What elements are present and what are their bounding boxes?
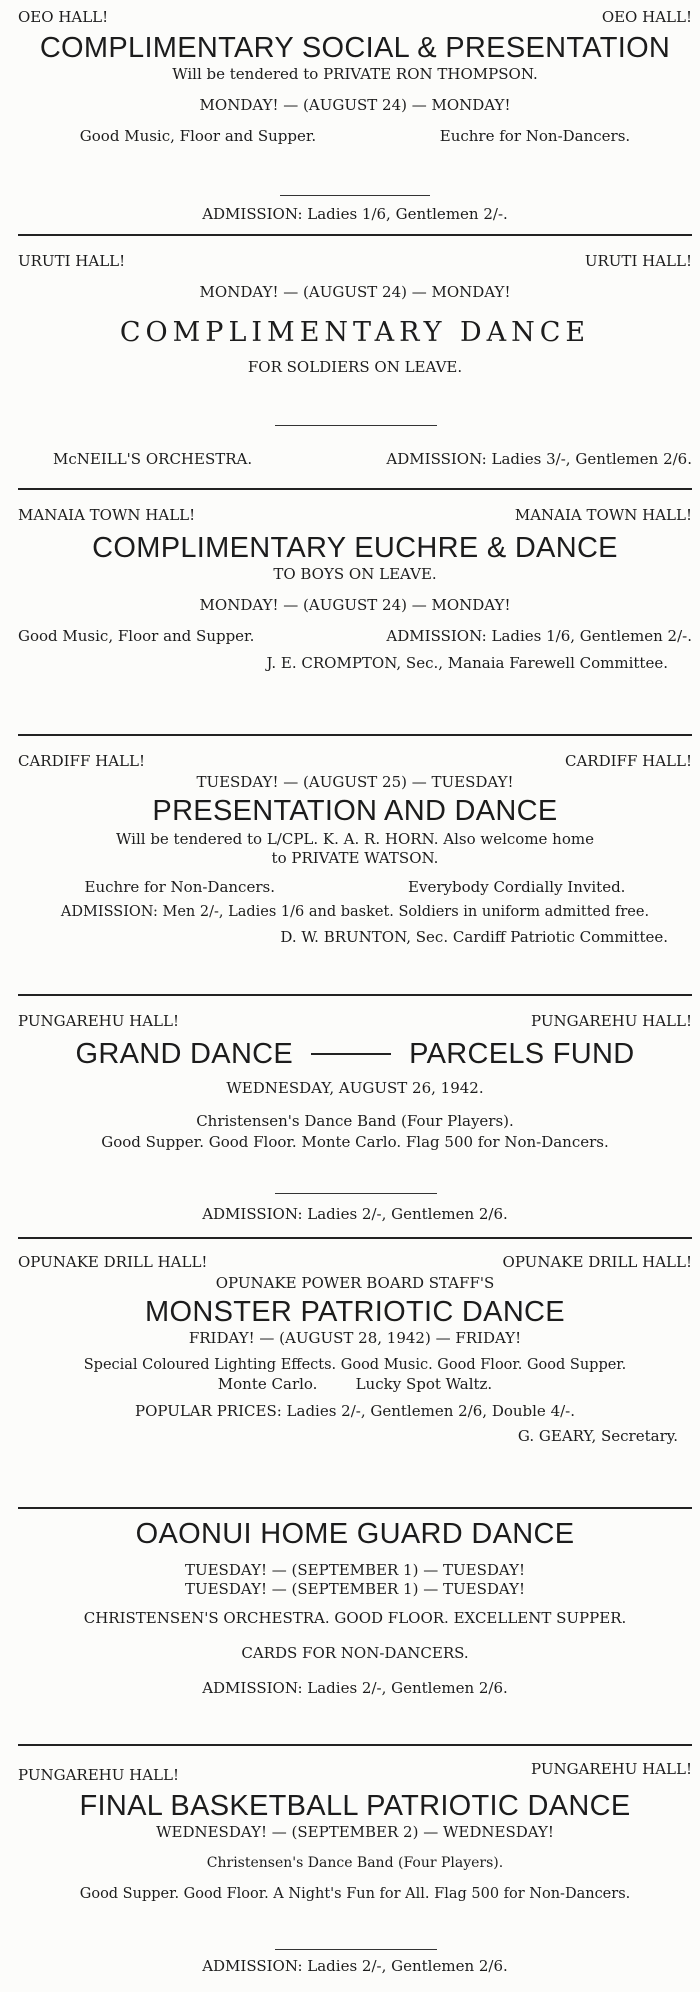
ad-left-note: Good Music, Floor and Supper. [18, 627, 255, 645]
ad-title-left: GRAND DANCE [75, 1038, 294, 1070]
ad-title: COMPLIMENTARY EUCHRE & DANCE [92, 532, 618, 564]
section-rule [18, 1507, 692, 1509]
ad-cardiff-hall [18, 752, 692, 947]
hall-right: PUNGAREHU HALL! [530, 1012, 692, 1030]
hall-right: URUTI HALL! [584, 252, 692, 270]
ad-signature: D. W. BRUNTON, Sec. Cardiff Patriotic Committee. [280, 928, 668, 946]
ad-left-note: McNEILL'S ORCHESTRA. [53, 450, 253, 468]
hall-left: OPUNAKE DRILL HALL! [18, 1253, 208, 1271]
ad-title: FINAL BASKETBALL PATRIOTIC DANCE [79, 1790, 631, 1822]
ad-extras-2: Monte Carlo. Lucky Spot Waltz. [217, 1375, 493, 1393]
ad-right-note: ADMISSION: Ladies 1/6, Gentlemen 2/-. [386, 627, 692, 645]
ad-extras-1: Special Coloured Lighting Effects. Good Music. Good Floor. Good Supper. [83, 1357, 627, 1373]
ad-title: COMPLIMENTARY SOCIAL & PRESENTATION [39, 32, 671, 64]
ad-title: MONSTER PATRIOTIC DANCE [145, 1296, 565, 1328]
ad-right-note: Euchre for Non-Dancers. [439, 127, 631, 145]
divider [275, 1193, 437, 1194]
ad-admission: ADMISSION: Ladies 2/-, Gentlemen 2/6. [202, 1679, 508, 1697]
ad-admission: ADMISSION: Men 2/-, Ladies 1/6 and basket. Soldiers in uniform admitted free. [60, 904, 650, 920]
ad-oaonui-home-guard [18, 1517, 692, 1698]
hall-left: OEO HALL! [18, 8, 109, 26]
ad-title: OAONUI HOME GUARD DANCE [135, 1518, 575, 1550]
hall-left: URUTI HALL! [18, 252, 126, 270]
ad-date: WEDNESDAY! — (SEPTEMBER 2) — WEDNESDAY! [156, 1823, 554, 1841]
section-rule [18, 1744, 692, 1746]
ad-date: MONDAY! — (AUGUST 24) — MONDAY! [199, 596, 511, 614]
ad-date-2: TUESDAY! — (SEPTEMBER 1) — TUESDAY! [184, 1580, 526, 1598]
ad-admission: ADMISSION: Ladies 2/-, Gentlemen 2/6. [202, 1957, 508, 1975]
ad-pungarehu-hall-parcels [18, 1012, 692, 1152]
ad-band: Christensen's Dance Band (Four Players). [196, 1112, 514, 1130]
ad-right-note: ADMISSION: Ladies 3/-, Gentlemen 2/6. [386, 450, 692, 468]
ad-date: WEDNESDAY, AUGUST 26, 1942. [226, 1079, 484, 1097]
ad-date: TUESDAY! — (AUGUST 25) — TUESDAY! [196, 773, 514, 791]
divider [275, 425, 437, 426]
divider [280, 195, 430, 196]
ad-subtitle: Will be tendered to PRIVATE RON THOMPSON. [172, 65, 538, 83]
hall-left: CARDIFF HALL! [18, 752, 146, 770]
divider [275, 1949, 437, 1950]
ad-subtitle-1: Will be tendered to L/CPL. K. A. R. HORN. Also welcome home [116, 830, 594, 848]
hall-right: MANAIA TOWN HALL! [514, 506, 692, 524]
ad-oeo-hall [18, 8, 692, 146]
ad-pungarehu-hall-basketball [18, 1760, 692, 1904]
ad-signature: J. E. CROMPTON, Sec., Manaia Farewell Committee. [266, 654, 668, 672]
ad-pretitle: OPUNAKE POWER BOARD STAFF'S [215, 1274, 495, 1292]
ad-title: PRESENTATION AND DANCE [152, 795, 558, 827]
ad-date: MONDAY! — (AUGUST 24) — MONDAY! [199, 96, 511, 114]
hall-right: OEO HALL! [601, 8, 692, 26]
section-rule [18, 994, 692, 996]
hall-left: PUNGAREHU HALL! [18, 1766, 180, 1784]
ad-signature: G. GEARY, Secretary. [517, 1427, 678, 1445]
ad-admission: ADMISSION: Ladies 2/-, Gentlemen 2/6. [202, 1205, 508, 1223]
ad-date-1: TUESDAY! — (SEPTEMBER 1) — TUESDAY! [184, 1561, 526, 1579]
ad-left-note: Good Music, Floor and Supper. [79, 127, 317, 145]
ad-cards: CARDS FOR NON-DANCERS. [241, 1644, 469, 1662]
hall-right: OPUNAKE DRILL HALL! [502, 1253, 692, 1271]
ad-left-note: Euchre for Non-Dancers. [84, 878, 275, 896]
ad-admission: ADMISSION: Ladies 1/6, Gentlemen 2/-. [202, 205, 508, 223]
ad-subtitle: FOR SOLDIERS ON LEAVE. [247, 358, 463, 376]
ad-manaia-town-hall [18, 506, 692, 673]
section-rule [18, 234, 692, 236]
ad-band: Christensen's Dance Band (Four Players). [206, 1855, 504, 1871]
ad-uruti-hall [18, 252, 692, 377]
ad-extras: Good Supper. Good Floor. Monte Carlo. Flag 500 for Non-Dancers. [101, 1133, 609, 1151]
title-dash [311, 1053, 391, 1055]
ad-subtitle: TO BOYS ON LEAVE. [273, 565, 437, 583]
section-rule [18, 734, 692, 736]
hall-left: MANAIA TOWN HALL! [18, 506, 196, 524]
ad-title: COMPLIMENTARY DANCE [119, 317, 591, 348]
section-rule [18, 488, 692, 490]
ad-date: FRIDAY! — (AUGUST 28, 1942) — FRIDAY! [188, 1329, 522, 1347]
ad-prices: POPULAR PRICES: Ladies 2/-, Gentlemen 2/6, Double 4/-. [134, 1402, 576, 1420]
ad-opunake-drill-hall [18, 1253, 692, 1446]
ad-extras: CHRISTENSEN'S ORCHESTRA. GOOD FLOOR. EXCELLENT SUPPER. [83, 1609, 627, 1627]
hall-right: CARDIFF HALL! [564, 752, 692, 770]
hall-left: PUNGAREHU HALL! [18, 1012, 180, 1030]
ad-title-right: PARCELS FUND [409, 1038, 635, 1070]
ad-subtitle-2: to PRIVATE WATSON. [271, 849, 439, 867]
ad-right-note: Everybody Cordially Invited. [408, 878, 626, 896]
hall-right: PUNGAREHU HALL! [530, 1760, 692, 1778]
ad-extras: Good Supper. Good Floor. A Night's Fun for All. Flag 500 for Non-Dancers. [79, 1886, 631, 1902]
section-rule [18, 1237, 692, 1239]
ad-date: MONDAY! — (AUGUST 24) — MONDAY! [199, 283, 511, 301]
